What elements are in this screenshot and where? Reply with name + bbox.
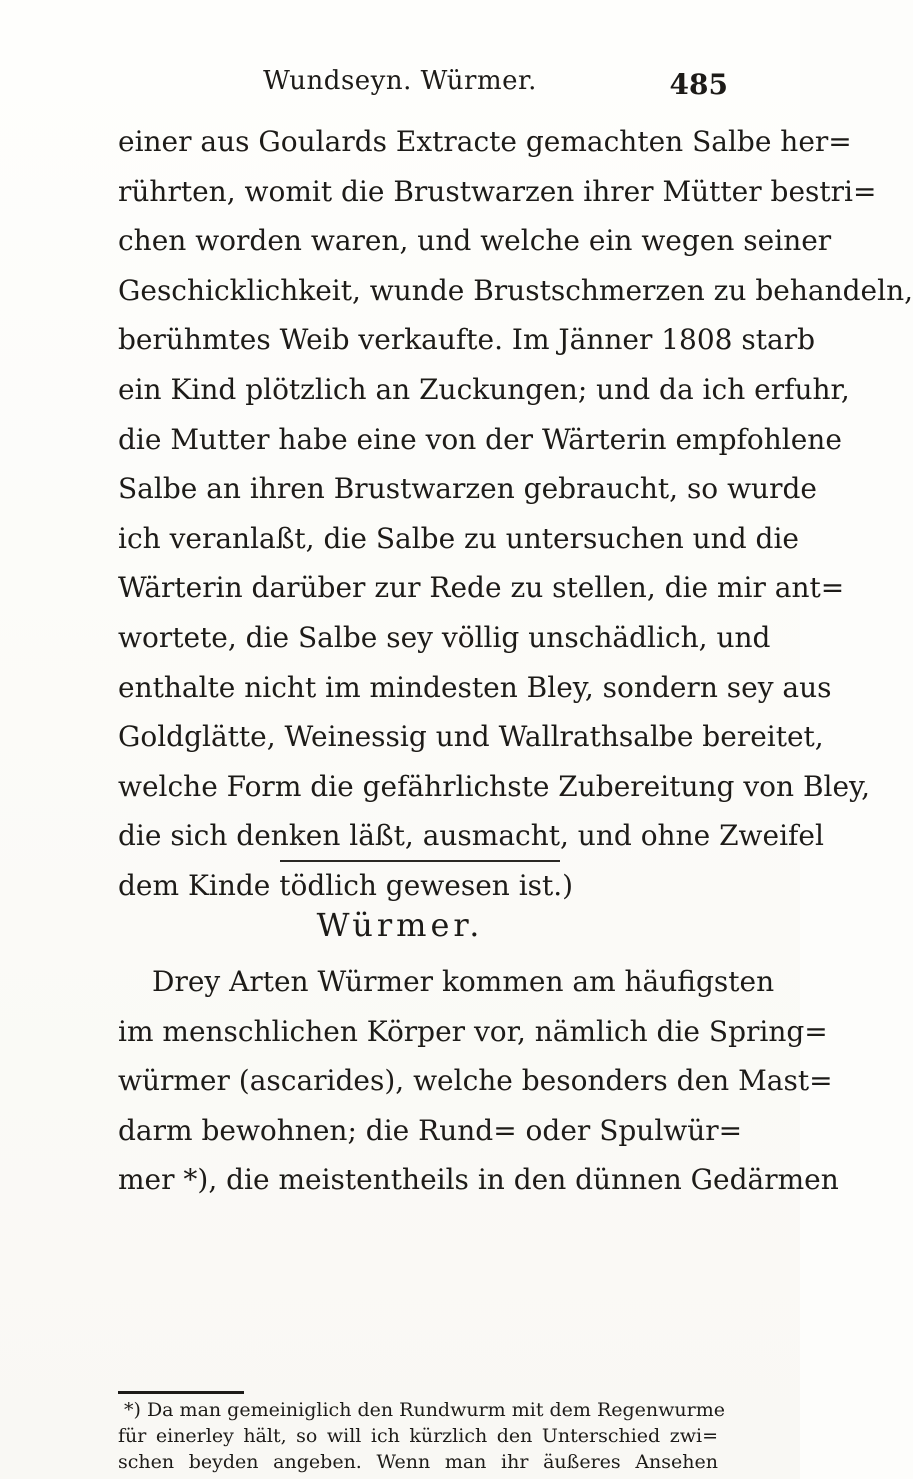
text-line: würmer (ascarides), welche besonders den Mast= bbox=[118, 1064, 833, 1098]
text-line: chen worden waren, und welche ein wegen seiner bbox=[118, 224, 832, 258]
section-heading: Würmer. bbox=[316, 906, 484, 944]
page-number: 485 bbox=[669, 68, 728, 101]
footnote-line: für einerley hält, so will ich kürzlich den Unterschied zwi= bbox=[118, 1425, 718, 1447]
footnote-rule bbox=[118, 1391, 244, 1394]
footnote bbox=[118, 1397, 725, 1475]
text-line: darm bewohnen; die Rund= oder Spulwür= bbox=[118, 1113, 743, 1147]
footnote-line: schen beyden angeben. Wenn man ihr äußeres Ansehen bbox=[118, 1451, 718, 1473]
text-line: mer *), die meistentheils in den dünnen Gedärmen bbox=[118, 1163, 839, 1197]
text-line: welche Form die gefährlichste Zubereitung von Bley, bbox=[118, 769, 871, 803]
text-line: dem Kinde tödlich gewesen ist.) bbox=[118, 868, 574, 902]
text-line: berühmtes Weib verkaufte. Im Jänner 1808 starb bbox=[118, 323, 816, 357]
paragraph-wuermer bbox=[118, 957, 839, 1205]
page-header bbox=[0, 62, 800, 102]
running-head: Wundseyn. Würmer. bbox=[263, 66, 537, 96]
text-line: die Mutter habe eine von der Wärterin empfohlene bbox=[118, 422, 842, 456]
paragraph-continued bbox=[118, 117, 913, 911]
text-line: wortete, die Salbe sey völlig unschädlich, und bbox=[118, 620, 771, 654]
text-line: Salbe an ihren Brustwarzen gebraucht, so wurde bbox=[118, 472, 817, 506]
text-line: rührten, womit die Brustwarzen ihrer Mütter bestri= bbox=[118, 174, 877, 208]
text-line: ich veranlaßt, die Salbe zu untersuchen und die bbox=[118, 521, 799, 555]
text-line: Goldglätte, Weinessig und Wallrathsalbe bereitet, bbox=[118, 720, 824, 754]
text-line: die sich denken läßt, ausmacht, und ohne Zweifel bbox=[118, 819, 824, 853]
text-line: Wärterin darüber zur Rede zu stellen, die mir ant= bbox=[118, 571, 845, 605]
text-line: Drey Arten Würmer kommen am häufigsten bbox=[152, 965, 775, 998]
footnote-line: *) Da man gemeiniglich den Rundwurm mit dem Regenwurme bbox=[124, 1399, 725, 1421]
text-line: enthalte nicht im mindesten Bley, sondern sey aus bbox=[118, 670, 832, 704]
text-line: Geschicklichkeit, wunde Brustschmerzen zu behandeln, bbox=[118, 273, 913, 307]
text-line: einer aus Goulards Extracte gemachten Salbe her= bbox=[118, 125, 852, 158]
text-line: im menschlichen Körper vor, nämlich die Spring= bbox=[118, 1014, 828, 1048]
section-divider bbox=[280, 860, 560, 862]
text-line: ein Kind plötzlich an Zuckungen; und da ich erfuhr, bbox=[118, 372, 850, 406]
